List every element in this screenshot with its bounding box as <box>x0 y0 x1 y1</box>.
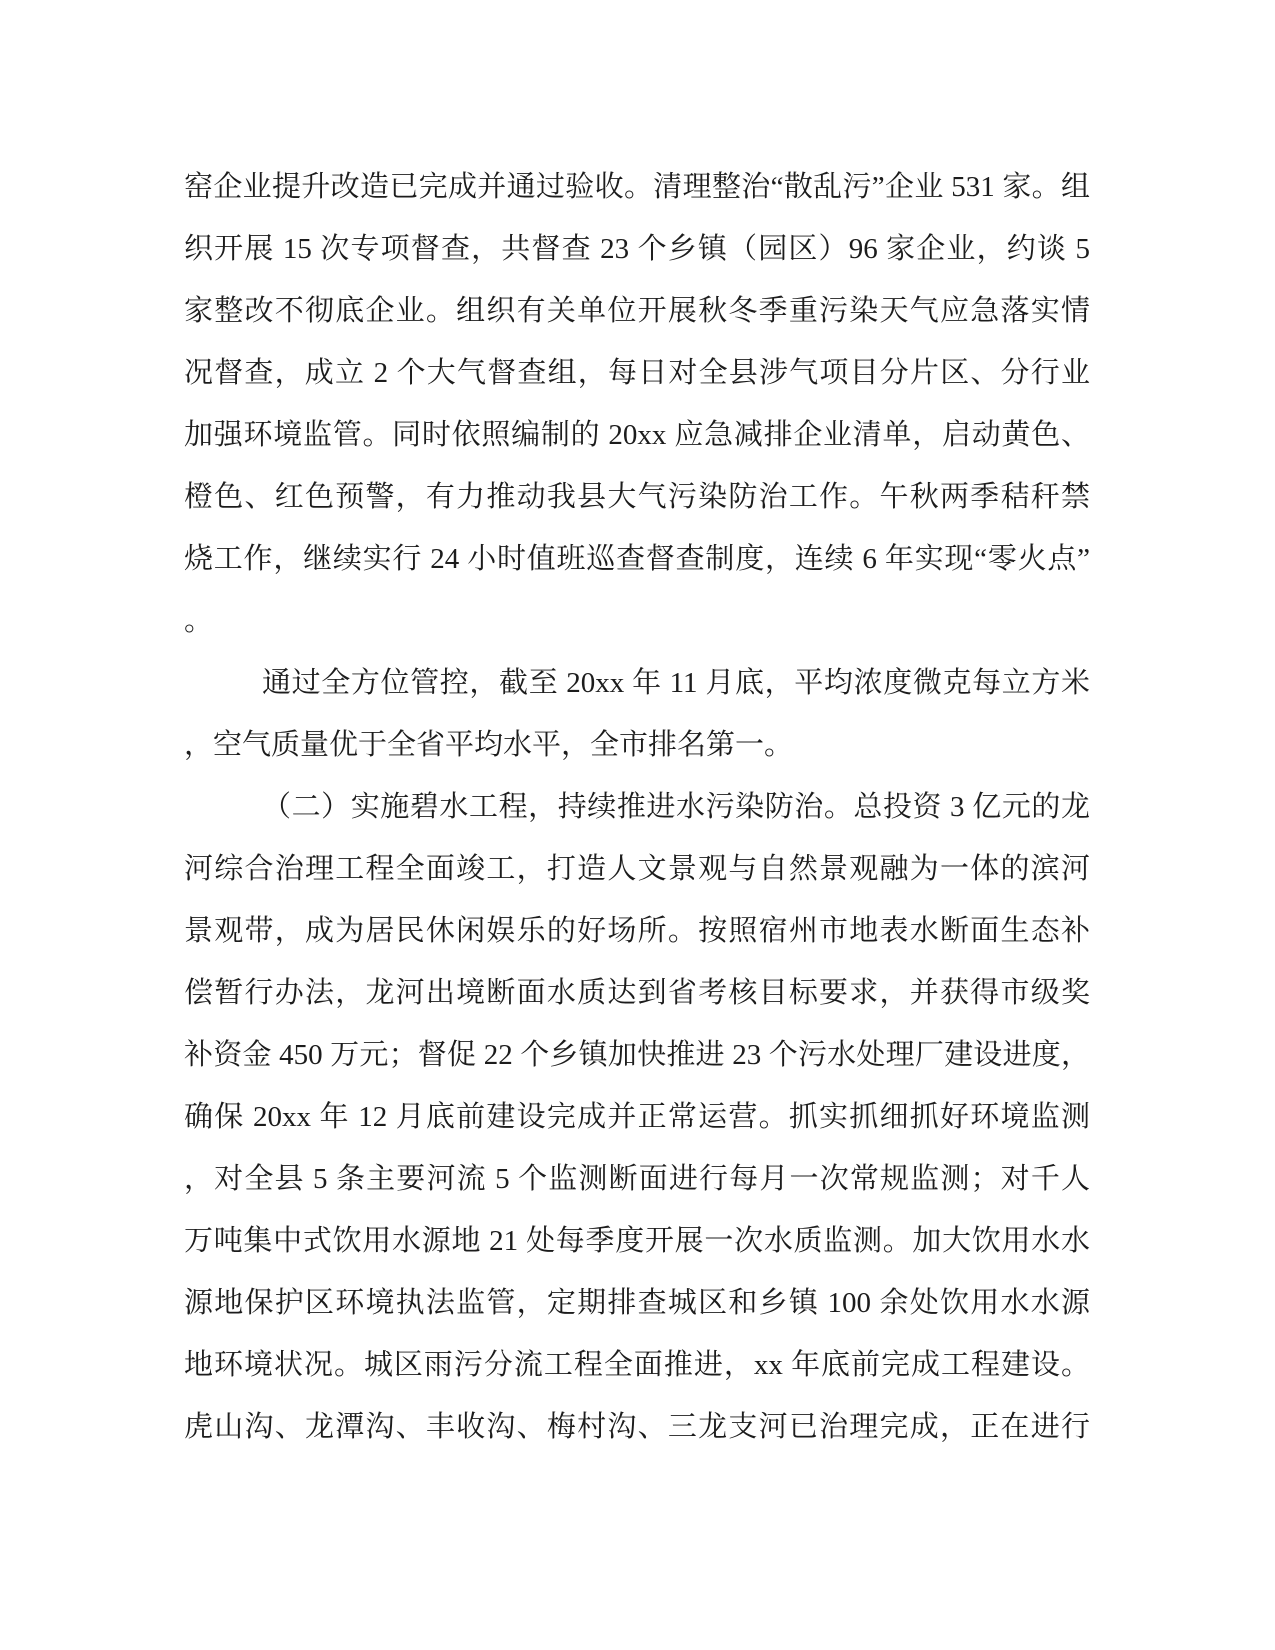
text-line: 源地保护区环境执法监管，定期排查城区和乡镇 100 余处饮用水水源 <box>184 1287 1090 1319</box>
text-line: 虎山沟、龙潭沟、丰收沟、梅村沟、三龙支河已治理完成，正在进行 <box>184 1411 1090 1443</box>
text-line: 橙色、红色预警，有力推动我县大气污染防治工作。午秋两季秸秆禁 <box>184 481 1090 513</box>
text-line: 烧工作，继续实行 24 小时值班巡查督查制度，连续 6 年实现“零火点” <box>184 543 1090 575</box>
text-block <box>184 156 1090 1458</box>
text-line: 。 <box>184 605 214 637</box>
text-line: 河综合治理工程全面竣工，打造人文景观与自然景观融为一体的滨河 <box>184 853 1090 885</box>
text-line: 万吨集中式饮用水源地 21 处每季度开展一次水质监测。加大饮用水水 <box>184 1225 1090 1257</box>
text-line: 况督查，成立 2 个大气督查组，每日对全县涉气项目分片区、分行业 <box>184 357 1090 389</box>
text-line: 通过全方位管控，截至 20xx 年 11 月底，平均浓度微克每立方米 <box>262 667 1090 699</box>
text-line: 补资金 450 万元；督促 22 个乡镇加快推进 23 个污水处理厂建设进度， <box>184 1039 1090 1071</box>
text-line: 窑企业提升改造已完成并通过验收。清理整治“散乱污”企业 531 家。组 <box>184 171 1090 203</box>
text-line: 家整改不彻底企业。组织有关单位开展秋冬季重污染天气应急落实情 <box>184 295 1090 327</box>
text-line: （二）实施碧水工程，持续推进水污染防治。总投资 3 亿元的龙 <box>262 791 1090 823</box>
text-line: 加强环境监管。同时依照编制的 20xx 应急减排企业清单，启动黄色、 <box>184 419 1090 451</box>
text-line: 织开展 15 次专项督查，共督查 23 个乡镇（园区）96 家企业，约谈 5 <box>184 233 1090 265</box>
text-line: 确保 20xx 年 12 月底前建设完成并正常运营。抓实抓细抓好环境监测 <box>184 1101 1090 1133</box>
text-line: ，空气质量优于全省平均水平，全市排名第一。 <box>184 729 794 761</box>
text-line: 地环境状况。城区雨污分流工程全面推进，xx 年底前完成工程建设。 <box>184 1349 1090 1381</box>
text-line: ，对全县 5 条主要河流 5 个监测断面进行每月一次常规监测；对千人 <box>184 1163 1090 1195</box>
text-line: 偿暂行办法，龙河出境断面水质达到省考核目标要求，并获得市级奖 <box>184 977 1090 1009</box>
text-line: 景观带，成为居民休闲娱乐的好场所。按照宿州市地表水断面生态补 <box>184 915 1090 947</box>
